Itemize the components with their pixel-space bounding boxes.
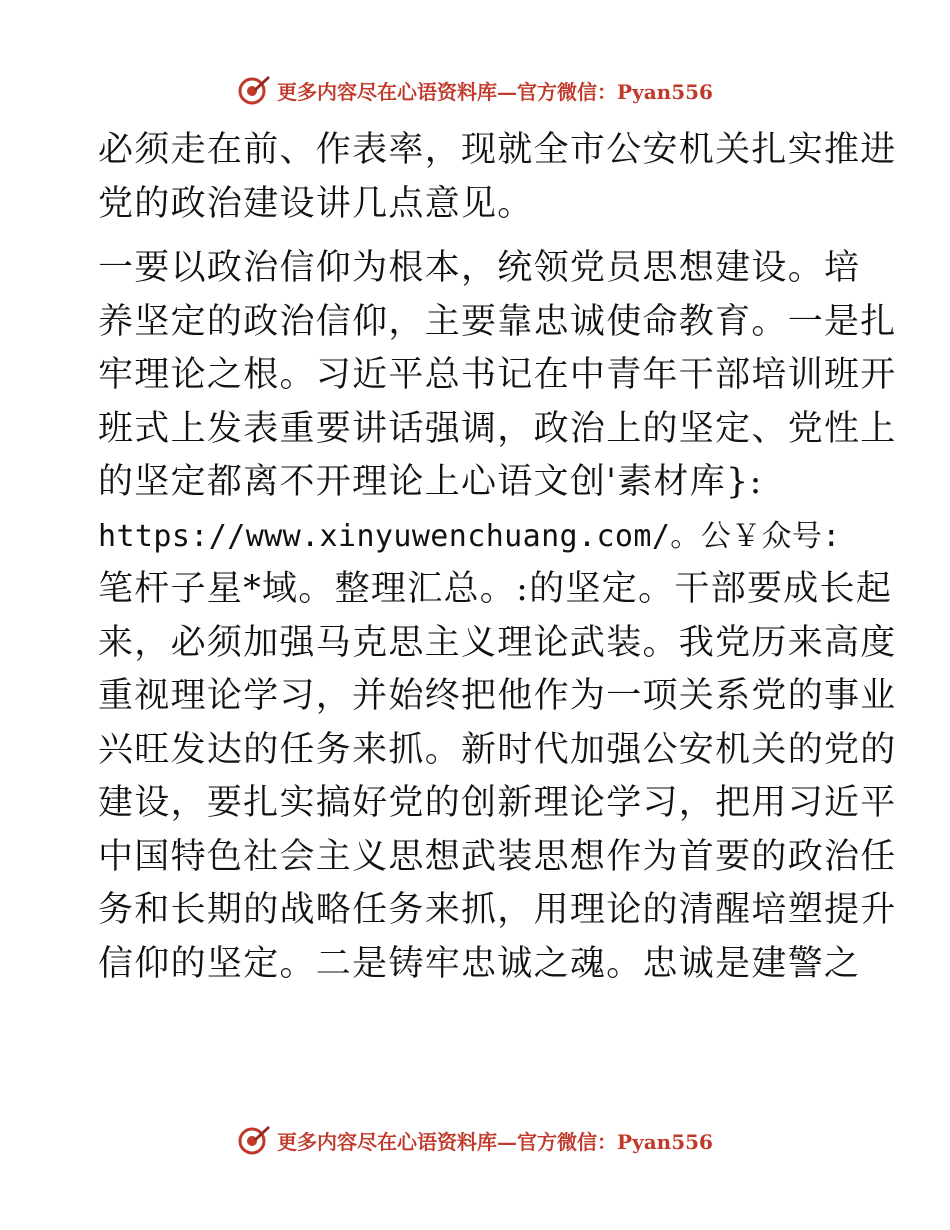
footer-banner-text: 更多内容尽在心语资料库—官方微信：Pyan556	[277, 1129, 713, 1154]
text-line: 的坚定都离不开理论上心语文创'素材库}:	[98, 462, 763, 502]
document-body	[98, 124, 897, 991]
text-line: 来，必须加强马克思主义理论武装。我党历来高度	[98, 622, 897, 663]
text-line: 中国特色社会主义思想武装思想作为首要的政治任	[98, 836, 897, 877]
text-line: 党的政治建设讲几点意见。	[98, 183, 534, 224]
brush-logo-icon	[237, 73, 271, 107]
text-line: 笔杆子星*域。整理汇总。:的坚定。干部要成长起	[98, 569, 893, 609]
brush-logo-icon	[237, 1123, 271, 1157]
text-line: 务和长期的战略任务来抓，用理论的清醒培塑提升	[98, 890, 897, 930]
footer-banner	[0, 1120, 950, 1160]
text-line: 一要以政治信仰为根本，统领党员思想建设。培	[98, 248, 861, 288]
text-line: 信仰的坚定。二是铸牢忠诚之魂。忠诚是建警之	[98, 943, 861, 984]
text-line: 兴旺发达的任务来抓。新时代加强公安机关的党的	[98, 729, 897, 770]
header-banner-text: 更多内容尽在心语资料库—官方微信：Pyan556	[277, 79, 713, 104]
text-line: 必须走在前、作表率，现就全市公安机关扎实推进	[98, 130, 897, 170]
text-line: 牢理论之根。习近平总书记在中青年干部培训班开	[98, 355, 897, 395]
text-line: 建设，要扎实搞好党的创新理论学习，把用习近平	[98, 783, 897, 823]
text-line: 重视理论学习，并始终把他作为一项关系党的事业	[98, 676, 897, 716]
text-line: 养坚定的政治信仰，主要靠忠诚使命教育。一是扎	[98, 301, 897, 342]
header-banner	[0, 70, 950, 110]
url-line: https://www.xinyuwenchuang.com/。公￥众号:	[98, 518, 841, 554]
text-line: 班式上发表重要讲话强调，政治上的坚定、党性上	[98, 408, 897, 449]
